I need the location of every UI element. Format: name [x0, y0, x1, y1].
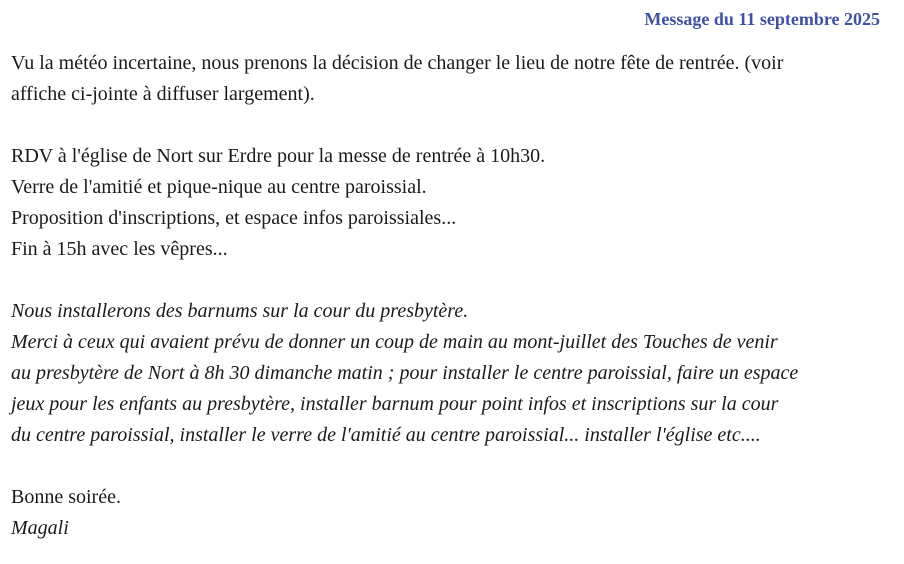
- closing-block: [11, 482, 895, 544]
- greeting-text: Bonne soirée.: [11, 486, 121, 508]
- signature-text: Magali: [11, 517, 69, 539]
- program-line: RDV à l'église de Nort sur Erdre pour la messe de rentrée à 10h30.: [11, 145, 546, 167]
- intro-paragraph: [11, 48, 895, 110]
- notice-line: Merci à ceux qui avaient prévu de donner un coup de main au mont-juillet des Touches de venir: [11, 331, 778, 353]
- intro-line: affiche ci-jointe à diffuser largement).: [11, 83, 315, 105]
- intro-line: Vu la météo incertaine, nous prenons la décision de changer le lieu de notre fête de rentrée. (voir: [11, 52, 784, 74]
- program-line: Fin à 15h avec les vêpres...: [11, 238, 228, 260]
- program-line: Verre de l'amitié et pique-nique au centre paroissial.: [11, 176, 427, 198]
- message-body: [11, 48, 895, 544]
- notice-line: au presbytère de Nort à 8h 30 dimanche matin ; pour installer le centre paroissial, faire un espace: [11, 362, 799, 384]
- notice-line: jeux pour les enfants au presbytère, installer barnum pour point infos et inscriptions sur la cour: [11, 393, 779, 415]
- notice-paragraph: [11, 296, 895, 451]
- message-date-header: Message du 11 septembre 2025: [644, 9, 880, 29]
- notice-line: Nous installerons des barnums sur la cour du presbytère.: [11, 300, 469, 322]
- program-paragraph: [11, 141, 895, 265]
- program-line: Proposition d'inscriptions, et espace infos paroissiales...: [11, 207, 457, 229]
- notice-line: du centre paroissial, installer le verre de l'amitié au centre paroissial... installer l'église etc....: [11, 424, 761, 446]
